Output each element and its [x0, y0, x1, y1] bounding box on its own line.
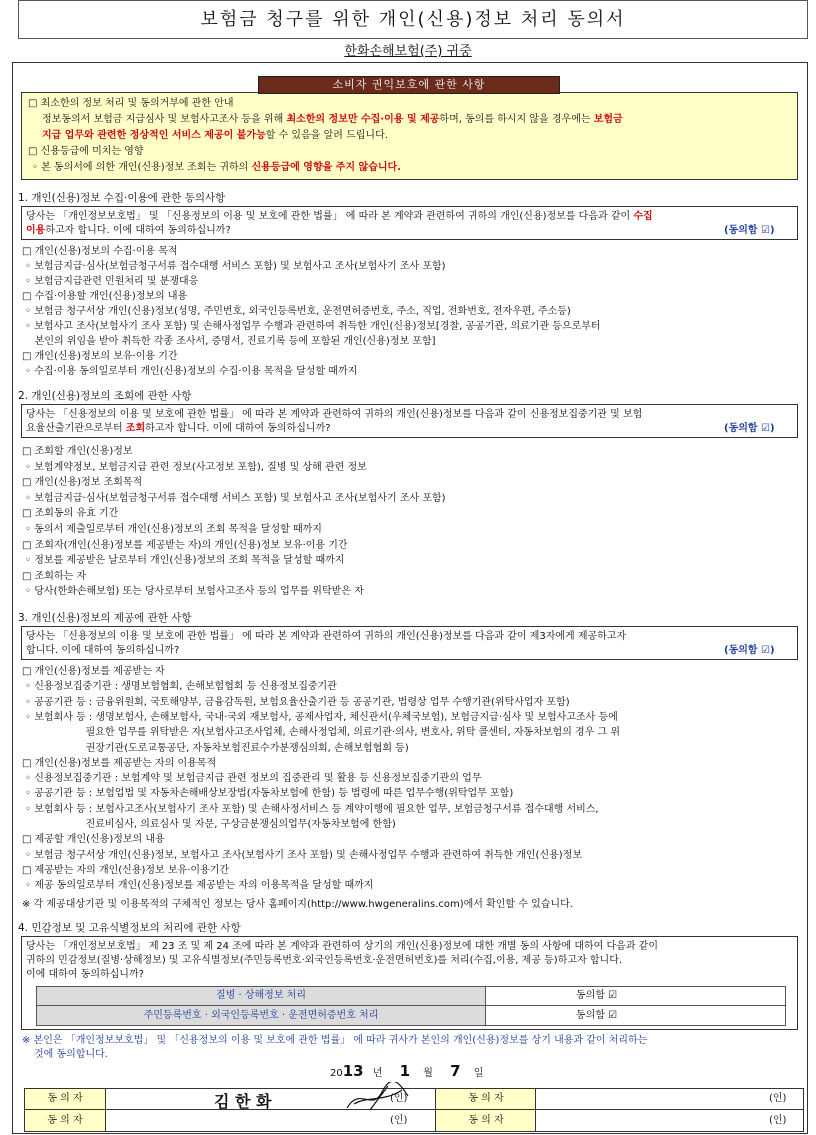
check-icon: ☑ — [757, 645, 771, 656]
s3-line: ◦ 공공기관 등 : 보험업법 및 자동차손해배상보장법(자동차보험에 한함) 등 법령에 따른 업무수행(위탁업무 포함) — [22, 788, 514, 800]
s1-line: ◦ 보험금 청구서상 개인(신용)정보(성명, 주민번호, 외국인등록번호, 운전면허증번호, 주소, 직업, 전화번호, 전자우편, 주소등) — [22, 306, 571, 317]
section2-title: 2. 개인(신용)정보의 조회에 관한 사항 — [18, 390, 192, 402]
s1-line: ◦ 수집·이용 동의일로부터 개인(신용)정보의 수집·이용 목적을 달성할 때까지 — [22, 366, 358, 377]
s3-line: 진료비심사, 의료심사 및 자문, 구상금분쟁심의업무(자동차보험에 한함) — [22, 819, 396, 830]
signature-table — [24, 1088, 804, 1132]
section4-question-line2: 귀하의 민감정보(질병·상해정보) 및 고유식별정보(주민등록번호·외국인등록번호·운전면허번호)를 처리(수집,이용, 제공 등)하고자 합니다. — [26, 955, 623, 966]
s3-line: □ 개인(신용)정보를 제공받는 자 — [22, 666, 165, 677]
unique-id-label: 주민등록번호 · 외국인등록번호 · 운전면허증번호 처리 — [143, 1010, 379, 1021]
s1-line: □ 개인(신용)정보의 수집·이용 목적 — [22, 246, 178, 257]
s1-line: ◦ 보험사고 조사(보험사기 조사 포함) 및 손해사정업무 수행과 관련하여 취득한 개인(신용)정보[경찰, 공공기관, 의료기관 등으로부터 — [22, 321, 601, 332]
sensitive-info-label: 질병 · 상해정보 처리 — [216, 990, 306, 1001]
company-recipient: 한화손해보험(주) 귀중 — [344, 44, 472, 59]
s3-line: ◦ 공공기관 등 : 금융위원회, 국토해양부, 금융감독원, 보험요율산출기관 등 공공기관, 법령상 업무 수행기관(위탁사업자 포함) — [22, 696, 570, 708]
section3-question-line2: 합니다. 이에 대하여 동의하십니까? — [26, 645, 180, 656]
section3-agree[interactable]: (동의함 ☑) — [724, 645, 775, 656]
unique-id-agree[interactable]: 동의함 ☑ — [576, 1010, 618, 1021]
s2-line: ◦ 정보를 제공받은 날로부터 개인(신용)정보의 조회 목적을 달성할 때까지 — [22, 555, 345, 567]
s1-line: □ 개인(신용)정보의 보유·이용 기간 — [22, 351, 178, 362]
s1-line: 본인의 위임을 받아 취득한 각종 조사서, 증명서, 진료기록 등에 포함된 개인(신용)정보 포함] — [22, 336, 436, 347]
s3-line: □ 제공할 개인(신용)정보의 내용 — [22, 834, 165, 846]
s2-line: □ 개인(신용)정보 조회목적 — [22, 477, 143, 489]
section2-question-line2: 요율산출기관으로부터 조회하고자 합니다. 이에 대하여 동의하십니까? — [26, 423, 331, 434]
section2-agree[interactable]: (동의함 ☑) — [724, 423, 775, 434]
section1-question-line1: 당사는 「개인정보보호법」 및 「신용정보의 이용 및 보호에 관한 법률」 에 따라 본 계약과 관련하여 귀하의 개인(신용)정보를 다음과 같이 수집 — [26, 211, 653, 222]
s2-line: □ 조회자(개인(신용)정보를 제공받는 자)의 개인(신용)정보 보유·이용 기간 — [22, 539, 348, 551]
section1-title: 1. 개인(신용)정보 수집·이용에 관한 동의사항 — [18, 192, 226, 204]
s3-line: 필요한 업무를 위탁받은 자(보험사고조사업체, 손해사정업체, 의료기관·의사, 변호사, 위탁 콜센터, 자동차보험의 경우 그 위 — [22, 727, 621, 739]
consent-date: 2013 년 1 월 7 일 — [330, 1062, 484, 1080]
s2-line: ◦ 동의서 제출일로부터 개인(신용)정보의 조회 목적을 달성할 때까지 — [22, 524, 322, 535]
s3-line: ◦ 제공 동의일로부터 개인(신용)정보를 제공받는 자의 이용목적을 달성할 때까지 — [22, 880, 374, 892]
s3-line: ◦ 보험회사 등 : 보험사고조사(보험사기 조사 포함) 및 손해사정서비스 등 계약이행에 필요한 업무, 보험금청구서류 접수대행 서비스, — [22, 803, 599, 815]
s3-line: 권장기관(도로교통공단, 자동차보험진료수가분쟁심의회, 손해보험협회 등) — [22, 742, 409, 754]
s3-line: ◦ 신용정보집중기관 : 생명보험협회, 손해보험협회 등 신용정보집중기관 — [22, 681, 337, 693]
s3-line: ◦ 보험금 청구서상 개인(신용)정보, 보험사고 조사(보험사기 조사 포함) 및 손해사정업무 수행과 관련하여 취득한 개인(신용)정보 — [22, 849, 582, 861]
section3-note: ※ 각 제공대상기관 및 이용목적의 구체적인 정보는 당사 홈페이지(http://www.hwgeneralins.com)에서 확인할 수 있습니다. — [22, 899, 573, 910]
s3-line: ◦ 신용정보집중기관 : 보험계약 및 보험금지급 관련 정보의 집중관리 및 활용 등 신용정보집중기관의 업무 — [22, 773, 482, 785]
consumer-item2-line: ◦ 본 동의서에 의한 개인(신용)정보 조회는 귀하의 신용등급에 영향을 주지 않습니다. — [32, 162, 401, 173]
section4-question-line3: 이에 대하여 동의하십니까? — [26, 969, 144, 980]
check-icon: ☑ — [757, 423, 771, 434]
section4-title: 4. 민감정보 및 고유식별정보의 처리에 관한 사항 — [18, 922, 241, 934]
consumer-item1-line1: 정보동의서 보험금 지급심사 및 보험사고조사 등을 위해 최소한의 정보만 수집·이용 및 제공하며, 동의를 하시지 않을 경우에는 보험금 — [42, 114, 623, 125]
s2-line: □ 조회하는 자 — [22, 570, 87, 582]
consumer-item2-title: □ 신용등급에 미치는 영향 — [28, 146, 144, 157]
signer2-seal: (인) — [769, 1093, 787, 1104]
consumer-rights-header: 소비자 권익보호에 관한 사항 — [258, 76, 560, 94]
sensitive-info-agree[interactable]: 동의함 ☑ — [576, 990, 618, 1001]
footnote-line1: ※ 본인은 「개인정보보호법」 및 「신용정보의 이용 및 보호에 관한 법률」 에 따라 귀사가 본인의 개인(신용)정보를 상기 내용과 같이 처리하는 — [22, 1035, 648, 1046]
section2-question-line1: 당사는 「신용정보의 이용 및 보호에 관한 법률」 에 따라 본 계약과 관련하여 귀하의 개인(신용)정보를 다음과 같이 신용정보집중기관 및 보험 — [26, 409, 643, 420]
s1-line: ◦ 보험금지급관련 민원처리 및 분쟁대응 — [22, 276, 199, 287]
s2-line: ◦ 보험금지급·심사(보험금청구서류 접수대행 서비스 포함) 및 보험사고 조사(보험사기 조사 포함) — [22, 492, 446, 504]
section3-question-line1: 당사는 「신용정보의 이용 및 보호에 관한 법률」 에 따라 본 계약과 관련하여 귀하의 개인(신용)정보를 다음과 같이 제3자에게 제공하고자 — [26, 631, 627, 642]
s1-line: ◦ 보험금지급·심사(보험금청구서류 접수대행 서비스 포함) 및 보험사고 조사(보험사기 조사 포함) — [22, 261, 446, 272]
section1-question-line2: 이용하고자 합니다. 이에 대하여 동의하십니까? — [26, 225, 231, 236]
s1-line: □ 수집·이용할 개인(신용)정보의 내용 — [22, 291, 188, 302]
signer3-label: 동 의 자 — [47, 1115, 83, 1126]
s2-line: ◦ 당사(한화손해보험) 또는 당사로부터 보험사고조사 등의 업무를 위탁받은 자 — [22, 586, 364, 598]
section1-agree[interactable]: (동의함 ☑) — [724, 225, 775, 236]
signer4-label: 동 의 자 — [468, 1115, 504, 1126]
signer1-seal: (인) — [390, 1093, 408, 1104]
s2-line: □ 조회동의 유효 기간 — [22, 508, 119, 520]
footnote-line2: 것에 동의합니다. — [34, 1049, 108, 1060]
signer1-name[interactable]: 김 한 화 — [214, 1092, 272, 1111]
section4-question-line1: 당사는 「개인정보보호법」 제 23 조 및 제 24 조에 따라 본 계약과 관련하여 상기의 개인(신용)정보에 대한 개별 동의 사항에 대하여 다음과 같이 — [26, 941, 658, 952]
s3-line: □ 제공받는 자의 개인(신용)정보 보유·이용기간 — [22, 864, 230, 876]
s2-line: □ 조회할 개인(신용)정보 — [22, 446, 133, 457]
section4-consent-table — [36, 986, 786, 1026]
s2-line: ◦ 보험계약정보, 보험금지급 관련 정보(사고정보 포함), 질병 및 상해 관련 정보 — [22, 461, 367, 473]
document-title: 보험금 청구를 위한 개인(신용)정보 처리 동의서 — [18, 0, 808, 39]
section3-title: 3. 개인(신용)정보의 제공에 관한 사항 — [18, 612, 192, 624]
check-icon: ☑ — [604, 990, 618, 1001]
check-icon: ☑ — [757, 225, 771, 236]
s3-line: □ 개인(신용)정보를 제공받는 자의 이용목적 — [22, 757, 217, 769]
check-icon: ☑ — [604, 1010, 618, 1021]
consumer-item1-line2: 지급 업무와 관련한 정상적인 서비스 제공이 불가능할 수 있음을 알려 드립니다. — [42, 130, 388, 141]
signer1-label: 동 의 자 — [47, 1093, 83, 1104]
consumer-item1-title: □ 최소한의 정보 처리 및 동의거부에 관한 안내 — [28, 98, 234, 109]
signer3-seal: (인) — [390, 1115, 408, 1126]
s3-line: ◦ 보험회사 등 : 생명보험사, 손해보험사, 국내·국외 재보험사, 공제사업자, 체신관서(우체국보험), 보험금지급·심사 및 보험사고조사 등에 — [22, 711, 618, 723]
signer4-seal: (인) — [769, 1115, 787, 1126]
signer2-label: 동 의 자 — [468, 1093, 504, 1104]
